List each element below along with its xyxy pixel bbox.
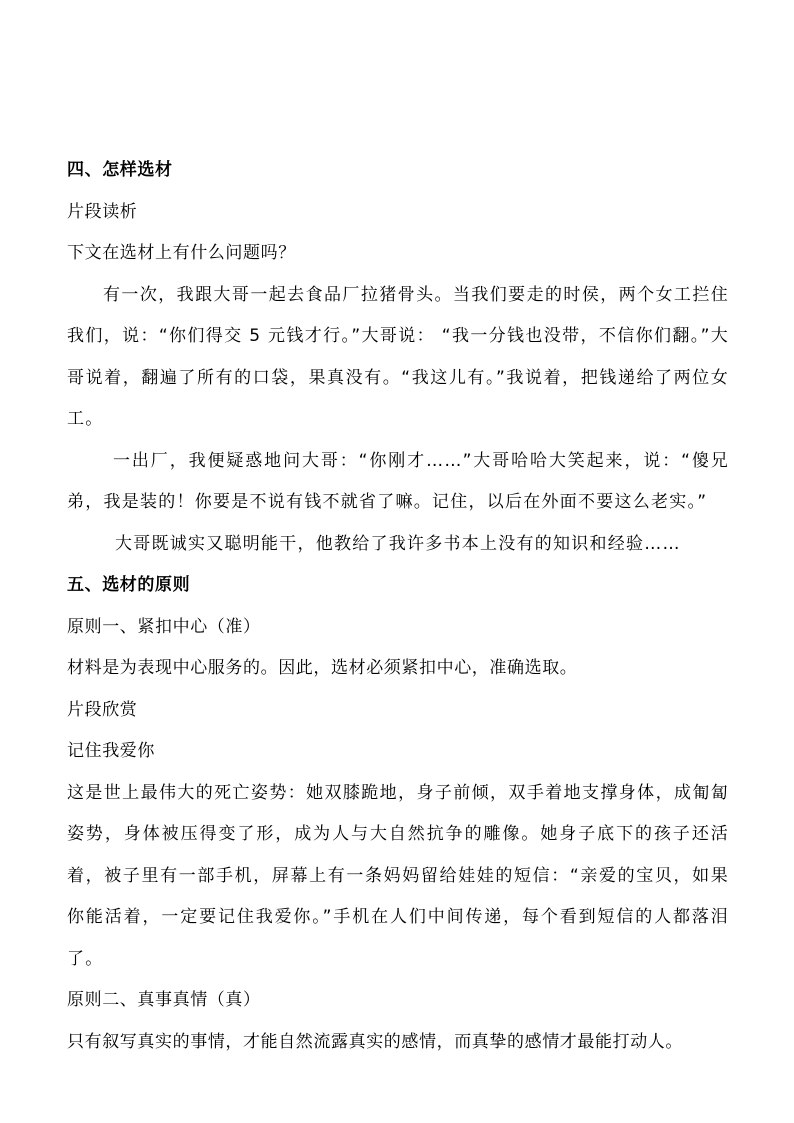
subheading-passage-analysis: 片段读析 [67,201,138,222]
question-text: 下文在选材上有什么问题吗？ [67,243,296,263]
passage-paragraph-1: 有一次，我跟大哥一起去食品厂拉猪骨头。当我们要走的时侯，两个女工拦住我们，说：“你们得交 5 元钱才行。”大哥说： “我一分钱也没带，不信你们翻。”大哥说着，翻遍了所有的口袋，果真没有。“我这儿有。”我说着，把钱递给了两位女工。 [67,284,729,429]
example-paragraph: 这是世上最伟大的死亡姿势：她双膝跪地，身子前倾，双手着地支撑身体，成匍匐姿势，身体被压得变了形，成为人与大自然抗争的雕像。她身子底下的孩子还活着，被子里有一部手机，屏幕上有一条妈妈留给娃娃的短信：“亲爱的宝贝，如果你能活着，一定要记住我爱你。”手机在人们中间传递，每个看到短信的人都落泪了。 [67,782,729,969]
document-page [67,150,729,1063]
principle-2-description: 只有叙写真实的事情，才能自然流露真实的感情，而真挚的感情才最能打动人。 [67,1031,683,1052]
example-label: 片段欣赏 [67,699,138,720]
principle-1-title: 原则一、紧扣中心（准） [67,616,261,637]
principle-1-description: 材料是为表现中心服务的。因此，选材必须紧扣中心，准确选取。 [67,658,578,678]
example-title: 记住我爱你 [67,741,155,761]
passage-paragraph-2: 一出厂，我便疑惑地问大哥：“你刚才……”大哥哈哈大笑起来，说：“傻兄弟，我是装的！你要是不说有钱不就省了嘛。记住，以后在外面不要这么老实。” [67,450,729,512]
principle-2-title: 原则二、真事真情（真） [67,990,261,1010]
section-heading-selection-principles: 五、选材的原则 [67,575,191,595]
passage-paragraph-3: 大哥既诚实又聪明能干，他教给了我许多书本上没有的知识和经验…… [115,533,681,554]
section-heading-how-to-select-material: 四、怎样选材 [67,160,173,180]
